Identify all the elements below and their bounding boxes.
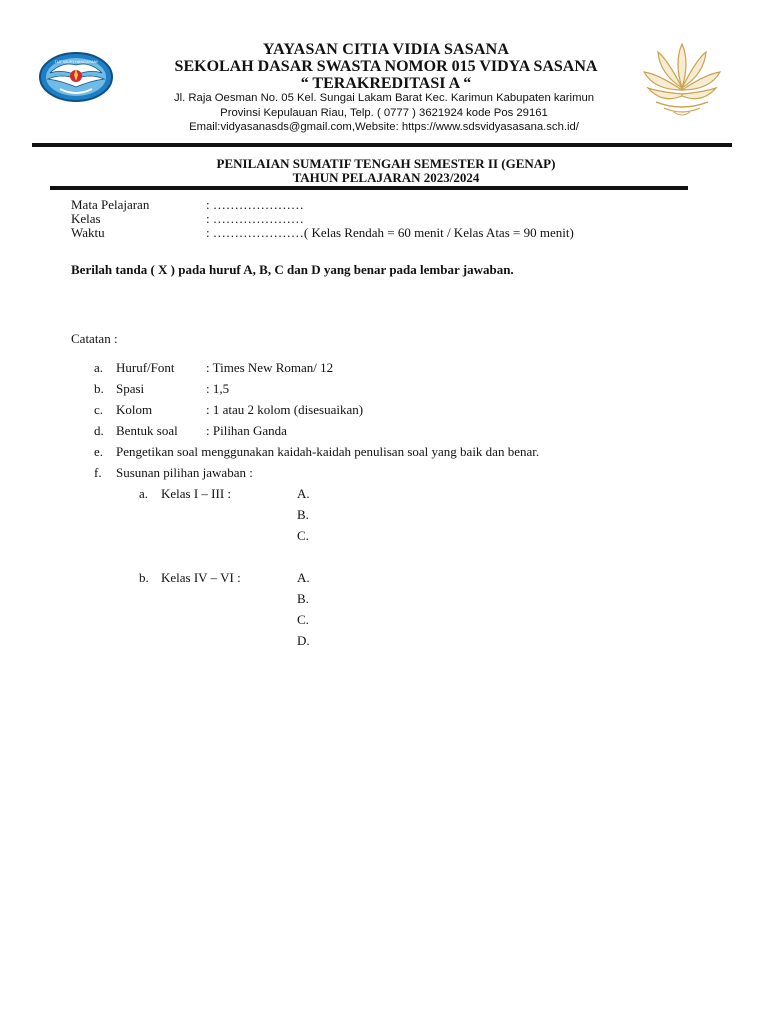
exam-title: PENILAIAN SUMATIF TENGAH SEMESTER II (GENAP) [216,156,556,171]
field-label: Waktu [71,225,105,240]
instruction: Berilah tanda ( X ) pada huruf A, B, C dan D yang benar pada lembar jawaban. [71,262,514,277]
address-line-1: Jl. Raja Oesman No. 05 Kel. Sungai Lakam Barat Kec. Karimun Kabupaten karimun [173,92,595,104]
address-line-2: Provinsi Kepulauan Riau, Telp. ( 0777 ) 3621924 kode Pos 29161 [220,107,548,119]
catatan-title: Catatan : [71,331,118,346]
list-marker: d. [94,423,104,438]
list-label: Kolom [116,402,153,417]
sub-label: Kelas I – III : [161,486,232,501]
title-divider [50,186,688,190]
option-label: A. [297,570,310,585]
foundation-name: YAYASAN CITIA VIDIA SASANA [262,41,510,58]
list-marker: c. [94,402,104,417]
option-label: B. [297,507,309,522]
option-label: B. [297,591,309,606]
sub-label: Kelas IV – VI : [161,570,241,585]
logo-text: TUT WURI HANDAYANI [54,59,98,64]
list-value: : 1 atau 2 kolom (disesuaikan) [206,402,364,417]
list-value: : Pilihan Ganda [206,423,287,438]
list-label: Pengetikan soal menggunakan kaidah-kaidah penulisan soal yang baik dan benar. [116,444,540,459]
sub-marker: a. [139,486,149,501]
option-label: A. [297,486,310,501]
option-label: C. [297,528,309,543]
list-marker: a. [94,360,104,375]
accreditation: “ TERAKREDITASI A “ [300,75,472,92]
field-value: : ………………… [206,197,304,212]
list-marker: b. [94,381,104,396]
option-label: D. [297,633,310,648]
field-label: Kelas [71,211,101,226]
option-label: C. [297,612,309,627]
school-name: SEKOLAH DASAR SWASTA NOMOR 015 VIDYA SASANA [174,58,598,75]
list-label: Huruf/Font [116,360,175,375]
list-label: Susunan pilihan jawaban : [116,465,253,480]
contact-line: Email:vidyasanasds@gmail.com,Website: https://www.sdsvidyasasana.sch.id/ [189,121,579,133]
field-value: : ………………… [206,211,304,226]
list-marker: f. [94,465,102,480]
list-value: : 1,5 [206,381,230,396]
academic-year: TAHUN PELAJARAN 2023/2024 [292,170,480,185]
header-divider [32,143,732,147]
list-marker: e. [94,444,104,459]
sub-marker: b. [139,570,149,585]
list-label: Spasi [116,381,145,396]
field-label: Mata Pelajaran [71,197,150,212]
field-value: : …………………( Kelas Rendah = 60 menit / Kelas Atas = 90 menit) [206,225,574,240]
list-label: Bentuk soal [116,423,178,438]
list-value: : Times New Roman/ 12 [206,360,334,375]
